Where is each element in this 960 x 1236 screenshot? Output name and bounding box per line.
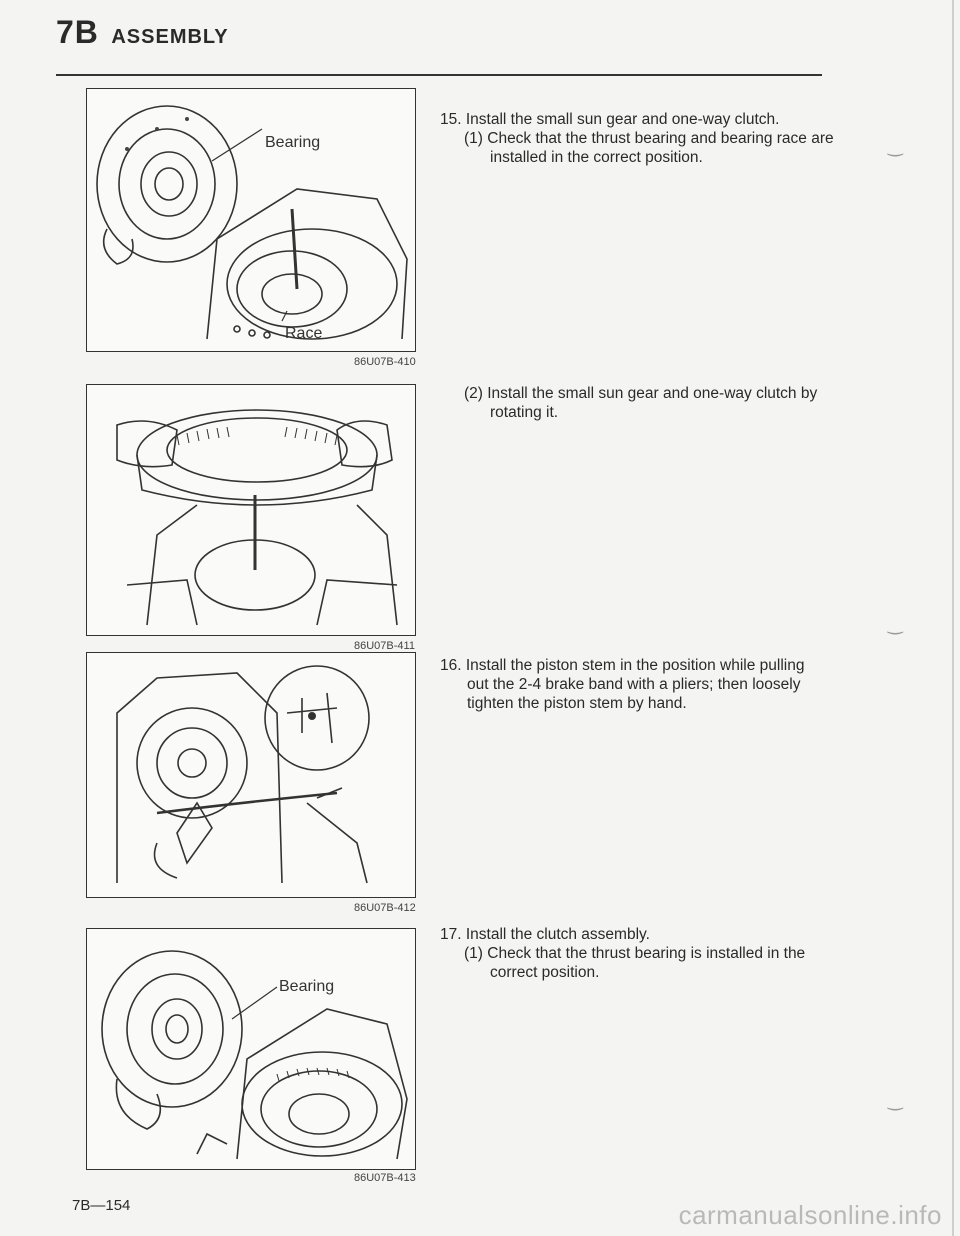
step-15-sub-2: (2) Install the small sun gear and one-way clutch by rotating it. xyxy=(464,385,818,421)
step-15-sub-1: (1) Check that the thrust bearing and bearing race are installed in the correct position. xyxy=(464,130,834,166)
figure-413-code: 86U07B-413 xyxy=(354,1172,416,1184)
page-header xyxy=(56,14,229,51)
figure-411 xyxy=(86,384,416,636)
margin-mark: ‿ xyxy=(888,614,903,634)
page-number: 7B—154 xyxy=(72,1197,131,1214)
header-rule xyxy=(56,74,822,76)
step-15-main: 15. Install the small sun gear and one-way clutch. xyxy=(440,111,780,128)
figure-412 xyxy=(86,652,416,898)
margin-mark: ‿ xyxy=(888,1090,903,1110)
figure-410-label-race: Race xyxy=(285,325,323,342)
step-16 xyxy=(440,656,828,713)
figure-413 xyxy=(86,928,416,1170)
figure-410 xyxy=(86,88,416,352)
figure-413-illustration xyxy=(87,929,415,1169)
step-15-2 xyxy=(440,384,835,422)
figure-410-illustration xyxy=(87,89,415,351)
page-edge xyxy=(952,0,954,1236)
step-17-main: 17. Install the clutch assembly. xyxy=(440,926,650,943)
figure-411-code: 86U07B-411 xyxy=(354,640,415,652)
figure-410-label-bearing: Bearing xyxy=(265,134,321,151)
figure-412-illustration xyxy=(87,653,415,897)
section-number: 7B xyxy=(56,14,99,50)
figure-413-label-bearing: Bearing xyxy=(279,978,335,995)
step-15 xyxy=(440,110,835,167)
figure-411-illustration xyxy=(87,385,415,635)
section-title: ASSEMBLY xyxy=(111,26,229,48)
watermark: carmanualsonline.info xyxy=(678,1200,942,1230)
figure-412-code: 86U07B-412 xyxy=(354,902,416,914)
step-17-sub-1: (1) Check that the thrust bearing is installed in the correct position. xyxy=(464,945,806,981)
figure-410-code: 86U07B-410 xyxy=(354,356,416,368)
step-16-main: 16. Install the piston stem in the position while pulling out the 2-4 brake band with a pliers; then loosely tighten the piston stem by hand. xyxy=(440,657,805,712)
step-17 xyxy=(440,925,835,982)
margin-mark: ‿ xyxy=(888,136,903,156)
